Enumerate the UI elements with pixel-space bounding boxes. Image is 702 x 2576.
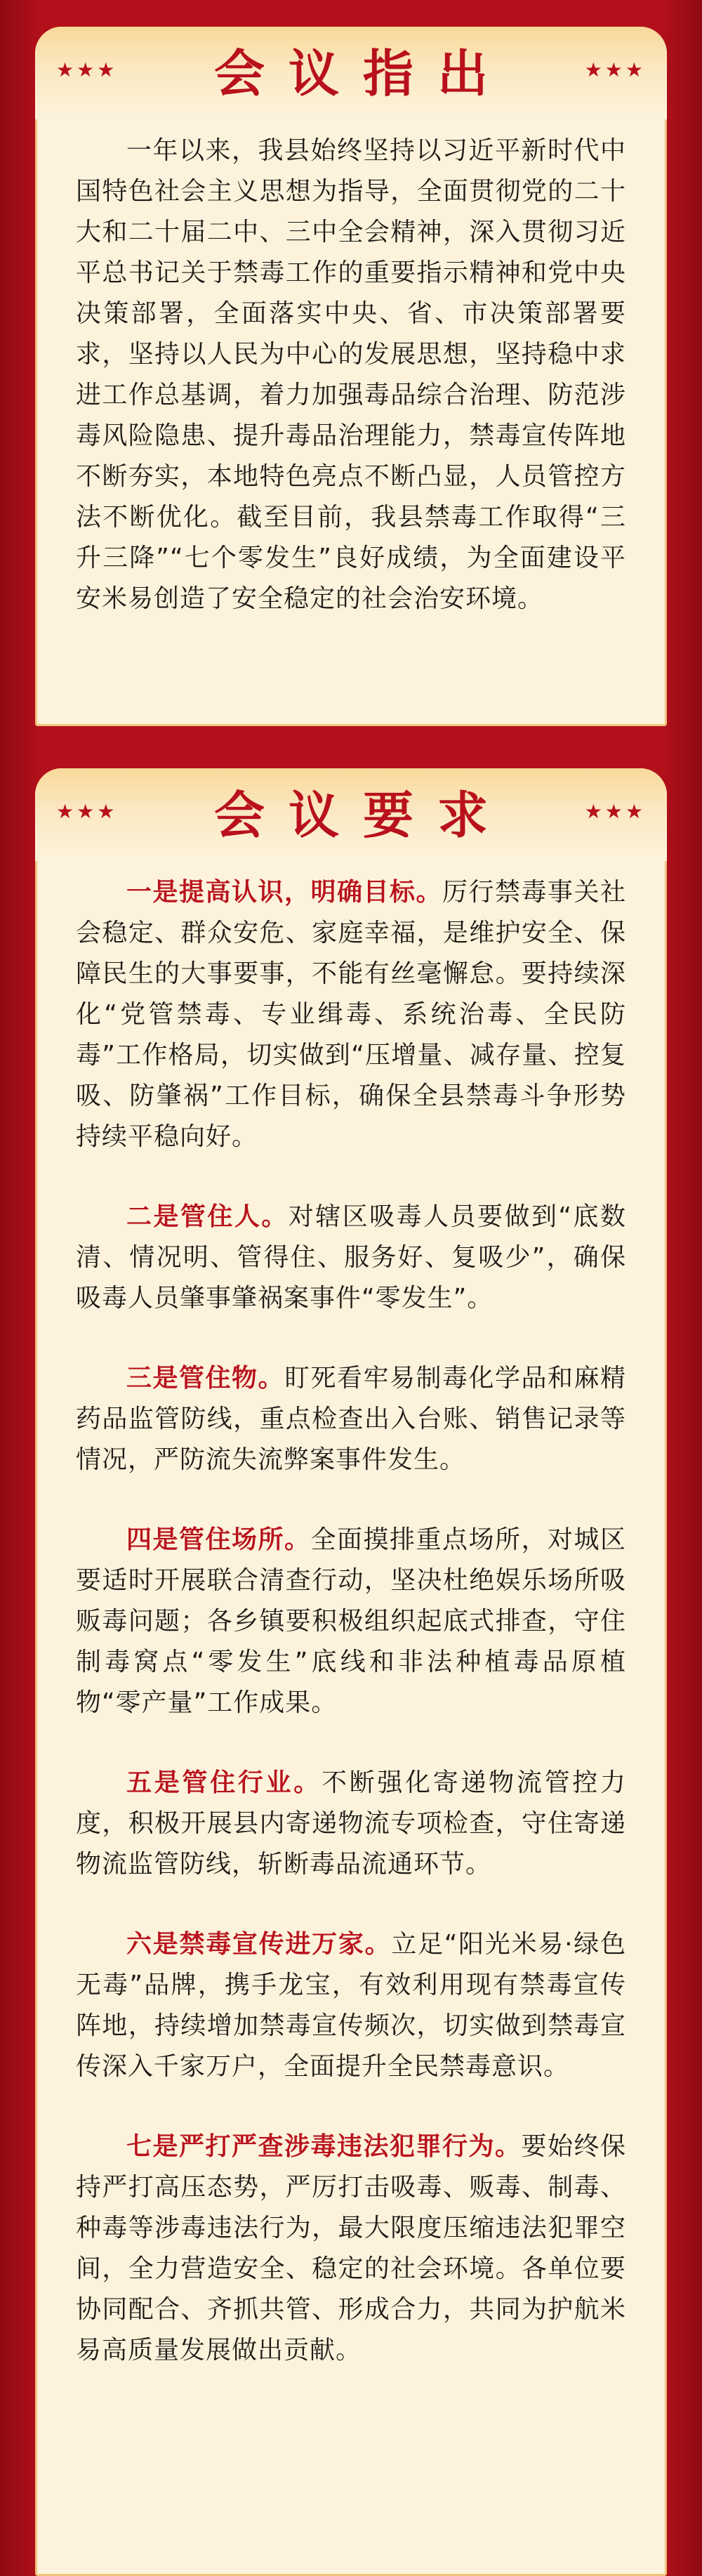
star-decoration-icon: ★★★	[584, 58, 646, 81]
star-decoration-icon: ★★★	[56, 800, 118, 823]
paragraph-lead: 六是禁毒宣传进万家。	[126, 1930, 392, 1959]
paragraph-lead: 七是严打严查涉毒违法犯罪行为。	[126, 2132, 522, 2161]
section-title: 会议要求	[213, 786, 512, 845]
star-decoration-icon: ★★★	[56, 58, 118, 81]
paragraph	[76, 872, 626, 1157]
paragraph	[76, 1358, 626, 1480]
paragraph-text: 厉行禁毒事关社会稳定、群众安危、家庭幸福，是维护安全、保障民生的大事要事，不能有丝毫懈怠。要持续深化“党管禁毒、专业缉毒、系统治毒、全民防毒”工作格局，切实做到“压增量、减存量、控复吸、防肇祸”工作目标，确保全县禁毒斗争形势持续平稳向好。	[76, 878, 626, 1151]
paragraph-lead: 三是管住物。	[126, 1364, 284, 1393]
paragraph	[76, 2127, 626, 2371]
paragraph-text: 全面摸排重点场所，对城区要适时开展联合清查行动，坚决杜绝娱乐场所吸贩毒问题；各乡镇要积极组织起底式排查，守住制毒窝点“零发生”底线和非法种植毒品原植物“零产量”工作成果。	[76, 1525, 626, 1717]
section-body	[35, 861, 667, 2399]
section-header	[35, 27, 667, 119]
paragraph-lead: 五是管住行业。	[126, 1768, 322, 1797]
section-header	[35, 768, 667, 861]
paragraph-text: 一年以来，我县始终坚持以习近平新时代中国特色社会主义思想为指导，全面贯彻党的二十大和二十届二中、三中全会精神，深入贯彻习近平总书记关于禁毒工作的重要指示精神和党中央决策部署，全面落实中央、省、市决策部署要求，坚持以人民为中心的发展思想，坚持稳中求进工作总基调，着力加强毒品综合治理、防范涉毒风险隐患、提升毒品治理能力，禁毒宣传阵地不断夯实，本地特色亮点不断凸显，人员管控方法不断优化。截至目前，我县禁毒工作取得“三升三降”“七个零发生”良好成绩，为全面建设平安米易创造了安全稳定的社会治安环境。	[76, 136, 626, 613]
paragraph-text: 对辖区吸毒人员要做到“底数清、情况明、管得住、服务好、复吸少”，确保吸毒人员肇事肇祸案事件“零发生”。	[76, 1202, 626, 1313]
star-decoration-icon: ★★★	[584, 800, 646, 823]
paragraph	[76, 131, 626, 619]
paragraph-text: 不断强化寄递物流管控力度，积极开展县内寄递物流专项检查，守住寄递物流监管防线，斩断毒品流通环节。	[76, 1768, 626, 1879]
paragraph-lead: 一是提高认识，明确目标。	[126, 878, 442, 907]
section-title: 会议指出	[213, 44, 512, 103]
section-meeting-requirements	[35, 768, 667, 2576]
paragraph	[76, 1197, 626, 1319]
paragraph-text: 盯死看牢易制毒化学品和麻精药品监管防线，重点检查出入台账、销售记录等情况，严防流失流弊案事件发生。	[76, 1364, 626, 1474]
section-meeting-notes	[35, 27, 667, 726]
paragraph	[76, 1924, 626, 2087]
paragraph-lead: 四是管住场所。	[126, 1525, 311, 1554]
paragraph-text: 立足“阳光米易·绿色无毒”品牌，携手龙宝，有效利用现有禁毒宣传阵地，持续增加禁毒宣传频次，切实做到禁毒宣传深入千家万户，全面提升全民禁毒意识。	[76, 1930, 626, 2081]
paragraph	[76, 1763, 626, 1885]
paragraph-lead: 二是管住人。	[126, 1202, 289, 1231]
section-body	[35, 119, 667, 648]
paragraph-text: 要始终保持严打高压态势，严厉打击吸毒、贩毒、制毒、种毒等涉毒违法行为，最大限度压缩违法犯罪空间，全力营造安全、稳定的社会环境。各单位要协同配合、齐抓共管、形成合力，共同为护航米易高质量发展做出贡献。	[76, 2132, 626, 2365]
paragraph	[76, 1520, 626, 1723]
